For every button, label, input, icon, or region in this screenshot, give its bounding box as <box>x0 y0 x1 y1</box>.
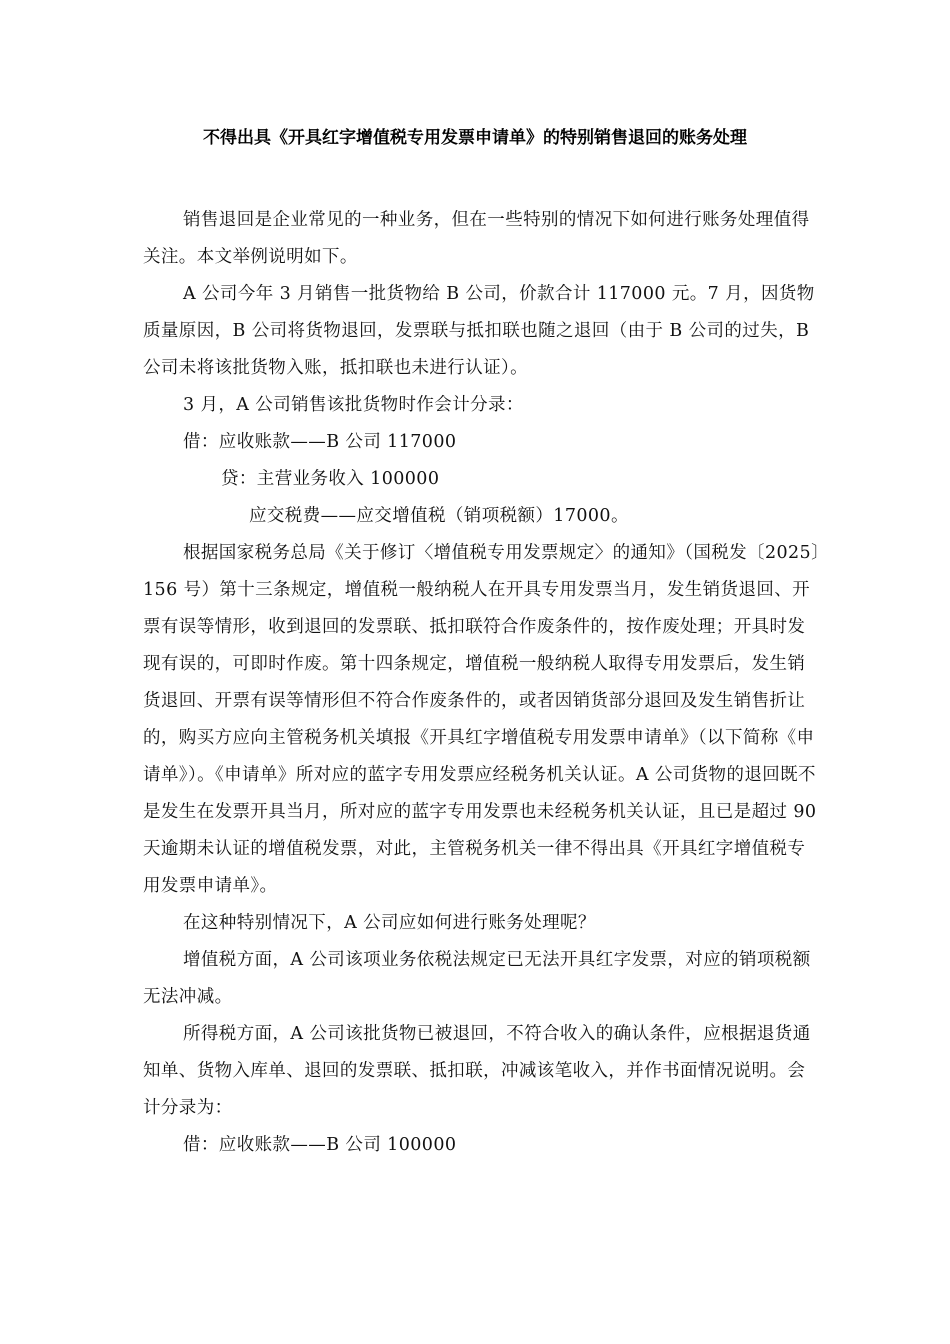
document-title: 不得出具《开具红字增值税专用发票申请单》的特别销售退回的账务处理 <box>203 128 747 148</box>
entry-debit-line-2: 借：应收账款——B 公司 100000 <box>183 1135 457 1155</box>
paragraph-regulation: 根据国家税务总局《关于修订〈增值税专用发票规定〉的通知》（国税发〔2025〕156 号）第十三条规定，增值税一般纳税人在开具专用发票当月，发生销货退回、开票有误等情形，收到退回的发票联、抵扣联符合作废条件的，按作废处理；开具时发现有误的，可即时作废。第十四条规定，增值税一般纳税人取得专用发票后，发生销货退回、开票有误等情形但不符合作废条件的，或者因销货部分退回及发生销售折让的，购买方应向主管税务机关填报《开具红字增值税专用发票申请单》（以下简称《申请单》）。《申请单》所对应的蓝字专用发票应经税务机关认证。A 公司货物的退回既不是发生在发票开具当月，所对应的蓝字专用发票也未经税务机关认证，且已是超过 90 天逾期未认证的增值税发票，对此，主管税务机关一律不得出具《开具红字增值税专用发票申请单》。 <box>143 543 821 896</box>
entry-credit-line: 贷：主营业务收入 100000 <box>221 469 440 489</box>
paragraph-case: A 公司今年 3 月销售一批货物给 B 公司，价款合计 117000 元。7 月，因货物质量原因，B 公司将货物退回，发票联与抵扣联也随之退回（由于 B 公司的过失，B 公司未将该批货物入账，抵扣联也未进行认证）。 <box>143 284 815 378</box>
paragraph-intro: 销售退回是企业常见的一种业务，但在一些特别的情况下如何进行账务处理值得关注。本文举例说明如下。 <box>143 210 810 267</box>
paragraph-vat: 增值税方面，A 公司该项业务依税法规定已无法开具红字发票，对应的销项税额无法冲减。 <box>143 950 811 1007</box>
entry-debit-line: 借：应收账款——B 公司 117000 <box>183 432 457 452</box>
paragraph-entry-intro: 3 月，A 公司销售该批货物时作会计分录： <box>183 395 524 415</box>
paragraph-income-tax: 所得税方面，A 公司该批货物已被退回，不符合收入的确认条件，应根据退货通知单、货物入库单、退回的发票联、抵扣联，冲减该笔收入，并作书面情况说明。会计分录为： <box>143 1024 811 1118</box>
paragraph-question: 在这种特别情况下，A 公司应如何进行账务处理呢？ <box>183 913 596 933</box>
document-body <box>143 202 823 1164</box>
entry-credit-tax-line: 应交税费——应交增值税（销项税额）17000。 <box>249 506 629 526</box>
